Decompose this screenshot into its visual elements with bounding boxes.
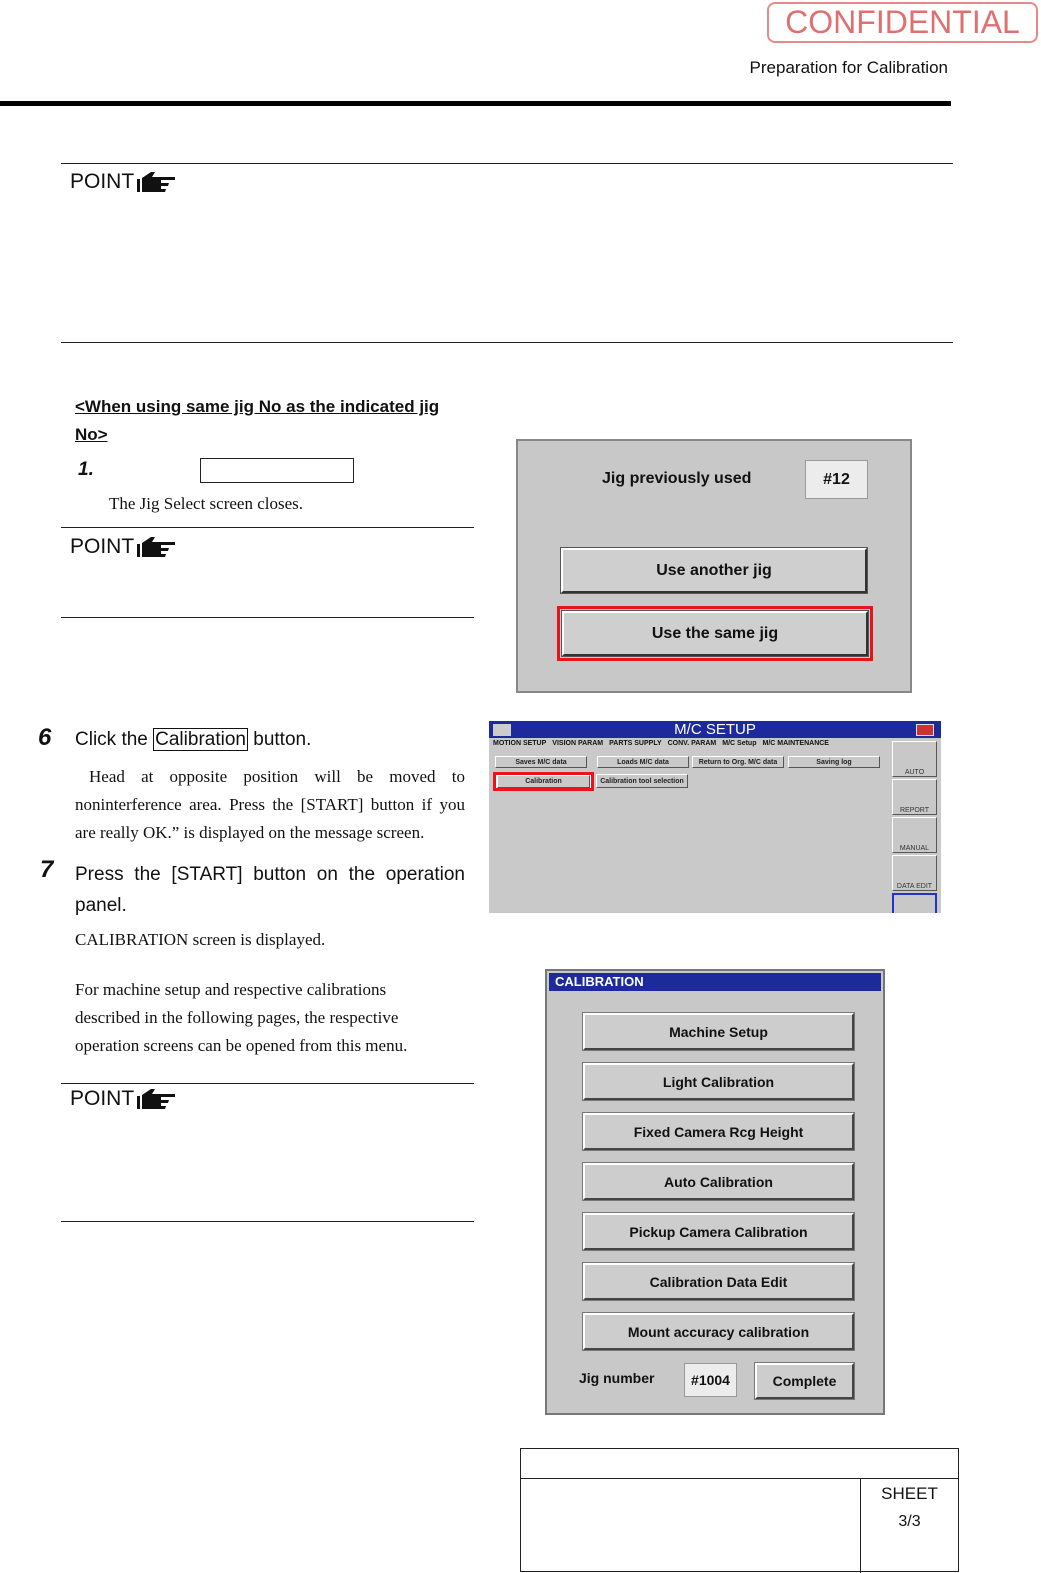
- point-note: [70, 170, 177, 194]
- jig-number-label: Jig number: [579, 1370, 655, 1386]
- divider: [61, 1221, 474, 1222]
- divider: [61, 527, 474, 528]
- save-mc-data-button[interactable]: Saves M/C data: [495, 756, 587, 768]
- button-reference: Calibration: [155, 729, 246, 750]
- instruction-text: button.: [253, 729, 312, 750]
- point-note: [70, 1087, 177, 1111]
- step-note: For machine setup and respective calibrations described in the following pages, the respective operation screens can be opened from this menu.: [75, 980, 408, 1055]
- tab[interactable]: MOTION SETUP: [493, 740, 547, 747]
- sheet-label: SHEET: [881, 1484, 938, 1503]
- maintenance-button[interactable]: [892, 893, 937, 913]
- use-another-jig-button[interactable]: Use another jig: [561, 548, 867, 593]
- exit-icon[interactable]: [916, 724, 934, 736]
- manual-label: MANUAL: [899, 845, 930, 852]
- fixed-camera-rcg-height-button[interactable]: Fixed Camera Rcg Height: [583, 1113, 854, 1150]
- divider: [61, 163, 953, 164]
- button-reference-box: [200, 458, 354, 483]
- step-number: 6: [38, 724, 52, 751]
- jig-number-value: #1004: [684, 1363, 737, 1397]
- mc-setup-title: M/C SETUP: [489, 721, 941, 738]
- tab-bar: [493, 740, 829, 747]
- calibration-button[interactable]: Calibration: [497, 775, 590, 788]
- tab[interactable]: PARTS SUPPLY: [609, 740, 662, 747]
- instruction-text: Click the: [75, 729, 148, 750]
- light-calibration-button[interactable]: Light Calibration: [583, 1063, 854, 1100]
- auto-label: AUTO: [904, 769, 925, 776]
- report-button[interactable]: [892, 779, 937, 815]
- header-rule: [0, 101, 951, 106]
- tab[interactable]: M/C Setup: [722, 740, 757, 747]
- report-label: REPORT: [899, 807, 930, 814]
- machine-setup-button[interactable]: Machine Setup: [583, 1013, 854, 1050]
- divider: [61, 342, 953, 343]
- calibration-tool-selection-button[interactable]: Calibration tool selection: [596, 774, 688, 788]
- calibration-data-edit-button[interactable]: Calibration Data Edit: [583, 1263, 854, 1300]
- mount-accuracy-calibration-button[interactable]: Mount accuracy calibration: [583, 1313, 854, 1350]
- complete-button[interactable]: Complete: [755, 1363, 854, 1399]
- data-edit-button[interactable]: [892, 855, 937, 891]
- tab[interactable]: VISION PARAM: [552, 740, 604, 747]
- pointing-hand-icon: [137, 1087, 177, 1111]
- step-instruction: Press the [START] button on the operation panel.: [75, 864, 465, 916]
- tab-active[interactable]: M/C MAINTENANCE: [762, 740, 829, 747]
- jig-previous-label: Jig previously used: [602, 470, 752, 487]
- tab[interactable]: CONV. PARAM: [667, 740, 717, 747]
- point-label: POINT: [70, 170, 135, 193]
- manual-button[interactable]: [892, 817, 937, 853]
- step-number: 1.: [78, 459, 94, 480]
- section-title: Preparation for Calibration: [749, 58, 948, 77]
- sheet-table: [520, 1448, 959, 1572]
- data-edit-label: DATA EDIT: [896, 883, 933, 890]
- jig-select-dialog: [516, 439, 912, 693]
- heading-line-2: No>: [75, 425, 108, 444]
- step-number: 7: [40, 856, 54, 883]
- divider: [61, 617, 474, 618]
- mc-setup-screen: [489, 721, 941, 913]
- step-instruction: [75, 729, 311, 751]
- step-result: CALIBRATION screen is displayed.: [75, 930, 326, 949]
- confidential-stamp: CONFIDENTIAL: [767, 2, 1038, 43]
- step-result: The Jig Select screen closes.: [109, 494, 304, 513]
- jig-previous-value: #12: [805, 460, 868, 499]
- pickup-camera-calibration-button[interactable]: Pickup Camera Calibration: [583, 1213, 854, 1250]
- use-same-jig-button[interactable]: Use the same jig: [562, 611, 868, 656]
- calibration-window: [545, 969, 885, 1415]
- calibration-title: CALIBRATION: [549, 973, 881, 991]
- saving-log-button[interactable]: Saving log: [788, 756, 880, 768]
- divider: [61, 1083, 474, 1084]
- load-mc-data-button[interactable]: Loads M/C data: [597, 756, 689, 768]
- point-note: [70, 535, 177, 559]
- same-jig-heading: [75, 393, 465, 449]
- point-label: POINT: [70, 1087, 135, 1110]
- pointing-hand-icon: [137, 535, 177, 559]
- sheet-value: 3/3: [898, 1513, 921, 1530]
- return-mc-data-button[interactable]: Return to Org. M/C data: [692, 756, 784, 768]
- step-body: Head at opposite position will be moved to noninterference area. Press the [START] button if you are really OK.” is displayed on the message screen.: [75, 767, 465, 842]
- auto-calibration-button[interactable]: Auto Calibration: [583, 1163, 854, 1200]
- heading-line-1: <When using same jig No as the indicated jig: [75, 397, 440, 416]
- auto-button[interactable]: [892, 741, 937, 777]
- pointing-hand-icon: [137, 170, 177, 194]
- point-label: POINT: [70, 535, 135, 558]
- wrench-icon: [493, 724, 511, 736]
